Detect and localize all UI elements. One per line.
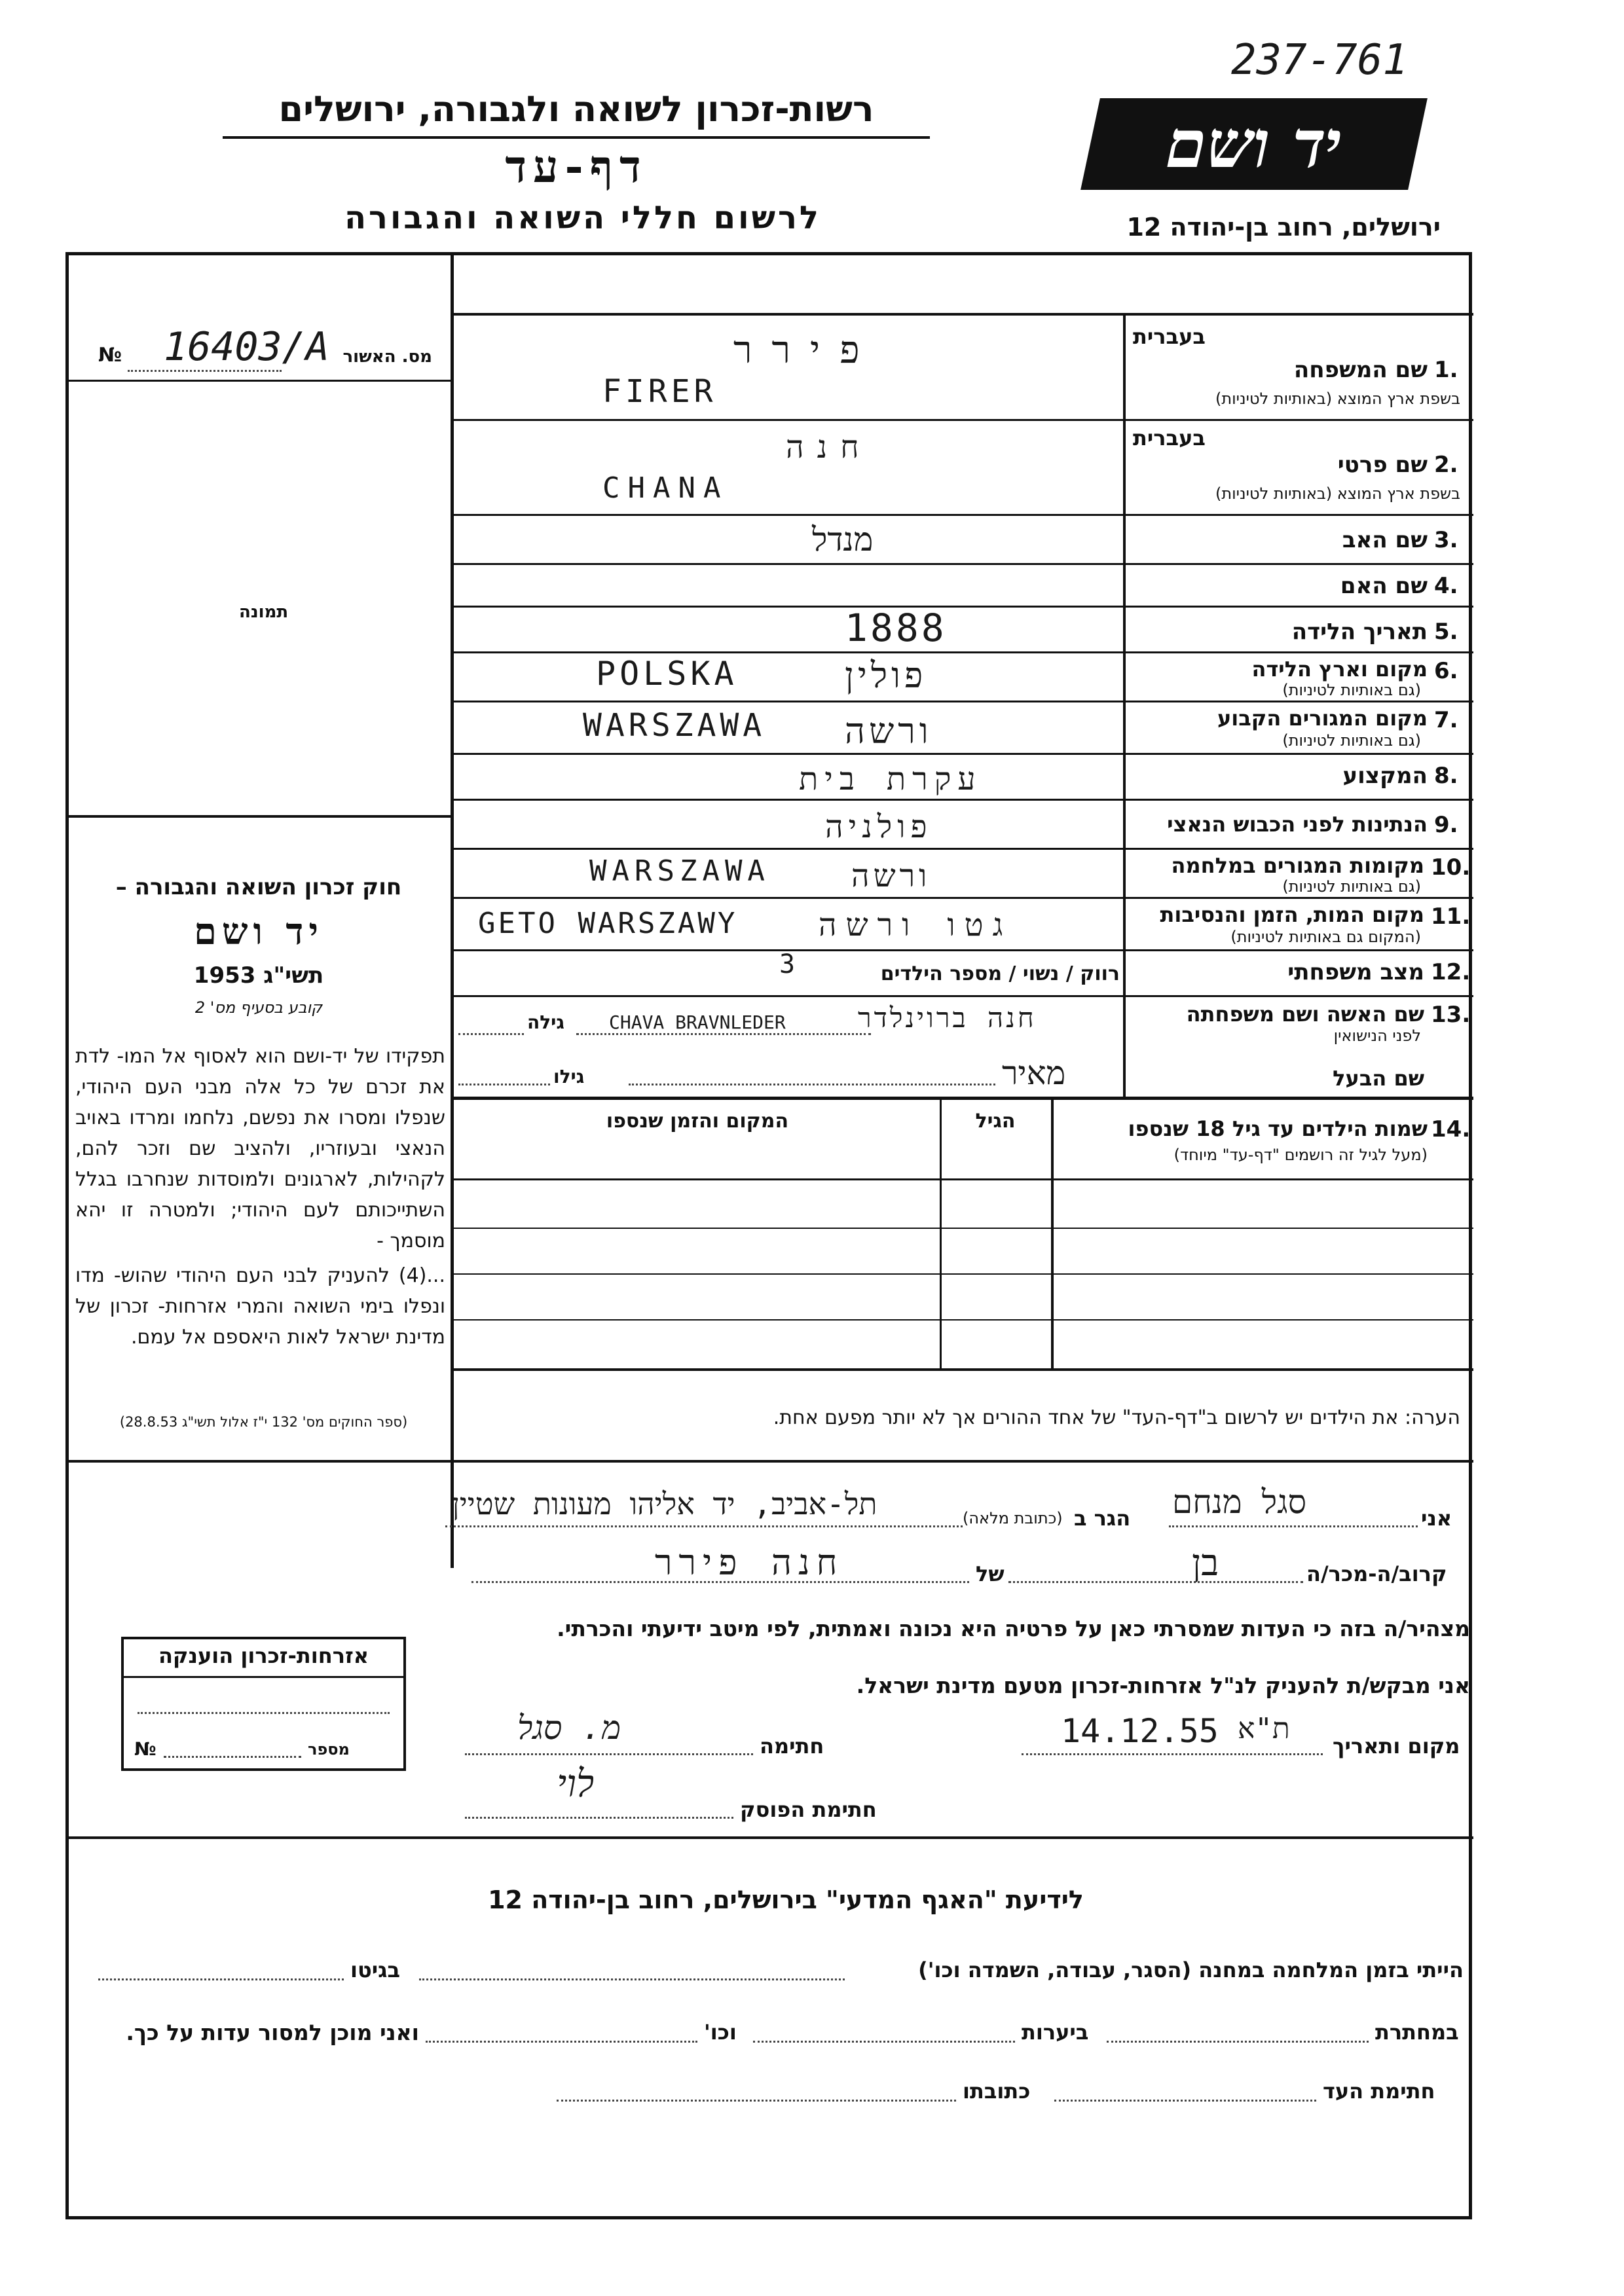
info-camp-label: הייתי בזמן המלחמה במחנה (הסגר, עבודה, השמדה וכו') xyxy=(918,1958,1464,1982)
wife-name-latin: CHAVA BRAVNLEDER xyxy=(609,1011,786,1033)
field-5-label: תאריך הלידה xyxy=(1291,619,1428,645)
official-signature: לוי xyxy=(557,1761,595,1806)
marital-status-options: רווק / נשוי / מספר הילדים xyxy=(880,962,1120,985)
declarant-signature: מ. סגל xyxy=(517,1709,621,1747)
children-note: הערה: את הילדים יש לרשום ב"דף-העד" של אחד ההורים אך לא יותר מפעם אחת. xyxy=(773,1406,1460,1429)
field-4-label: שם האם xyxy=(1340,573,1428,599)
field-8-label: המקצוע xyxy=(1342,763,1428,789)
declaration-request: אני מבקש/ת להעניק לנ"ל אזרחות-זכרון מטעם מדינת ישראל. xyxy=(856,1673,1470,1698)
approval-number: 16403/A xyxy=(164,324,329,370)
field-13-num: 13. xyxy=(1431,1002,1471,1028)
info-address-label: כתובתו xyxy=(963,2079,1031,2104)
nationality: פולניה xyxy=(825,809,932,845)
citizenship-number-prefix: № xyxy=(134,1738,157,1760)
birth-country-latin: POLSKA xyxy=(596,655,738,693)
archive-number: 237-761 xyxy=(1231,36,1408,84)
place-date-label: מקום ותאריך xyxy=(1333,1734,1460,1758)
place-value: ת"א xyxy=(1238,1712,1290,1745)
children-sub: (מעל לגיל זה רושמים "דף-עד" מיוחד) xyxy=(1173,1146,1428,1164)
field-7-sub: (גם באותיות לטיניות) xyxy=(1282,731,1421,750)
wartime-residence-latin: WARSZAWA xyxy=(589,854,770,888)
husband-name: מאיר xyxy=(1002,1054,1066,1092)
wife-name-hebrew: חנה ברוינלדר xyxy=(858,1002,1037,1034)
field-2-lang: בעברית xyxy=(1133,426,1206,450)
law-paragraph-2: ...(4) להעניק לבני העם היהודי שהוש- מדו ונפלו בימי השואה והמרי אזרחות- זכרון של מדינת ישראל לאות היאספם אל עמם. xyxy=(75,1264,445,1349)
official-signature-label: חתימת הפוסק xyxy=(740,1797,877,1822)
law-year: תשי"ג 1953 xyxy=(193,962,324,989)
address: ירושלים, רחוב בן-יהודה 12 xyxy=(1126,213,1441,242)
children-col-age: הגיל xyxy=(975,1110,1016,1133)
field-1-lang: בעברית xyxy=(1133,324,1206,349)
field-1-label: שם המשפחה xyxy=(1293,357,1428,383)
first-name-hebrew: חנה xyxy=(786,429,872,465)
law-name: יד ושם xyxy=(193,910,324,953)
children-num: 14. xyxy=(1431,1116,1471,1142)
signature-label: חתימה xyxy=(760,1734,824,1758)
field-6-sub: (גם באותיות לטיניות) xyxy=(1282,681,1421,699)
husband-age-label: גילו xyxy=(553,1066,585,1087)
relation-of-label: של xyxy=(976,1561,1005,1586)
field-2-label: שם פרטי xyxy=(1337,452,1428,478)
info-forests-label: ביערות xyxy=(1022,2020,1089,2045)
relation-label: קרוב/ה-מכר/ה xyxy=(1306,1561,1447,1586)
family-name-latin: FIRER xyxy=(602,373,717,410)
relation-value: בן xyxy=(1192,1542,1219,1584)
declaration-statement: מצהיר/ה בזה כי העדות שמסרתי כאן על פרטיה היא נכונה ואמתית, לפי מיטב ידיעתי והכרתי. xyxy=(557,1616,1470,1641)
info-testimony-label: ואני מוכן למסור עדות על כך. xyxy=(126,2020,419,2045)
first-name-latin: CHANA xyxy=(602,471,729,505)
yad-vashem-logo xyxy=(1080,98,1428,190)
field-7-num: 7. xyxy=(1434,707,1458,733)
logo-text: יד ושם xyxy=(1158,105,1350,183)
field-11-sub: (המקום גם באותיות לטיניות) xyxy=(1230,928,1421,946)
residence-hebrew: ורשה xyxy=(845,710,932,752)
wartime-residence-hebrew: ורשה xyxy=(851,858,931,894)
field-9-num: 9. xyxy=(1434,812,1458,838)
law-section: קובע בסעיף מס' 2 xyxy=(194,998,323,1017)
wife-age-label: גילה xyxy=(527,1011,564,1033)
death-place-latin: GETO WARSZAWY xyxy=(478,907,738,940)
field-2-sub: בשפת ארץ המוצא (באותיות לטיניות) xyxy=(1215,484,1460,503)
family-name-hebrew: פירר xyxy=(733,327,879,372)
field-13-label: שם האשה ושם משפחתה xyxy=(1186,1002,1424,1027)
birth-country-hebrew: פולין xyxy=(845,655,927,696)
org-title: רשות-זכרון לשואה ולגבורה, ירושלים xyxy=(223,88,930,139)
death-place-hebrew: גטו ורשה xyxy=(819,907,1012,943)
field-6-num: 6. xyxy=(1434,658,1458,684)
approval-prefix: № xyxy=(98,344,122,367)
address-note: (כתובת מלאה) xyxy=(963,1509,1063,1527)
resident-label: הגר ב xyxy=(1074,1506,1131,1531)
date-value: 14.12.55 xyxy=(1061,1712,1219,1750)
occupation: עקרת בית xyxy=(799,761,982,797)
children-label: שמות הילדים עד גיל 18 שנספו xyxy=(1128,1116,1428,1141)
info-underground-label: במחתרת xyxy=(1375,2020,1459,2045)
field-11-label: מקום המות, הזמן והנסיבות xyxy=(1160,902,1424,927)
field-13-sub: לפני הנישואין xyxy=(1333,1027,1421,1045)
field-11-num: 11. xyxy=(1431,903,1471,930)
law-title: חוק זכרון השואה והגבורה – xyxy=(115,874,402,900)
birth-date: 1888 xyxy=(845,606,947,650)
field-8-num: 8. xyxy=(1434,763,1458,789)
info-etc-label: וכו' xyxy=(704,2020,737,2045)
field-5-num: 5. xyxy=(1434,619,1458,645)
citizenship-title: אזרחות-זכרון הוענקה xyxy=(158,1643,369,1668)
field-9-label: הנתינות לפני הכבוש הנאצי xyxy=(1167,812,1428,837)
info-heading: לידיעת "האגף המדעי" בירושלים, רחוב בן-יהודה 12 xyxy=(488,1886,1084,1914)
field-10-sub: (גם באותיות לטיניות) xyxy=(1282,877,1421,896)
field-1-num: 1. xyxy=(1434,357,1458,383)
field-4-num: 4. xyxy=(1434,573,1458,599)
field-7-label: מקום המגורים הקבוע xyxy=(1217,706,1428,731)
father-name: מנדל xyxy=(812,520,874,558)
form-subtitle: לרשום חללי השואה והגבורה xyxy=(344,200,821,236)
law-citation: (ספר החוקים מס' 132 י"ז אלול תשי"ג 28.8.53) xyxy=(119,1414,408,1430)
residence-latin: WARSZAWA xyxy=(583,707,766,744)
photo-label: תמונה xyxy=(239,602,289,622)
info-witness-signature-label: חתימת העד xyxy=(1323,2079,1435,2104)
field-6-label: מקום וארץ הלידה xyxy=(1251,657,1428,682)
declarant-name: סגל מנחם xyxy=(1172,1483,1307,1521)
field-10-label: מקומות המגורים במלחמה xyxy=(1171,853,1424,878)
field-3-label: שם האב xyxy=(1342,527,1428,553)
citizenship-number-label: מספר xyxy=(308,1740,350,1758)
relation-of-value: חנה פירר xyxy=(655,1542,844,1583)
law-paragraph-1: תפקידו של יד-ושם הוא לאסוף אל המו- לדת את זכרם של כל אלה מבני העם היהודי, שנפלו ומסרו את נפשם, נלחמו ומרדו באויב הנאצי ובעוזריו, ולהציב שם וזכר להם, לקהילות, לארגונים ולמוסדות שנחרבו בגלל השתייכותם לעם היהודי; ולמטרה זו יהא מוסמך - xyxy=(75,1045,445,1252)
children-count: 3 xyxy=(779,949,796,979)
field-1-sub: בשפת ארץ המוצא (באותיות לטיניות) xyxy=(1215,390,1460,408)
field-2-num: 2. xyxy=(1434,452,1458,478)
field-12-label: מצב משפחתי xyxy=(1287,959,1424,985)
declarant-address: תל-אביב, יד אליהו מעונות שטיין xyxy=(452,1486,877,1522)
form-title: דף-עד xyxy=(505,141,648,193)
field-3-num: 3. xyxy=(1434,527,1458,553)
field-10-num: 10. xyxy=(1431,854,1471,881)
field-12-num: 12. xyxy=(1431,959,1471,985)
children-col-place: המקום והזמן שנספו xyxy=(606,1110,789,1133)
info-ghetto-label: בגיטו xyxy=(350,1958,400,1982)
husband-label: שם הבעל xyxy=(1333,1066,1424,1091)
declarant-label: אני xyxy=(1421,1506,1452,1531)
approval-number-label: מס. האשור xyxy=(342,347,432,367)
